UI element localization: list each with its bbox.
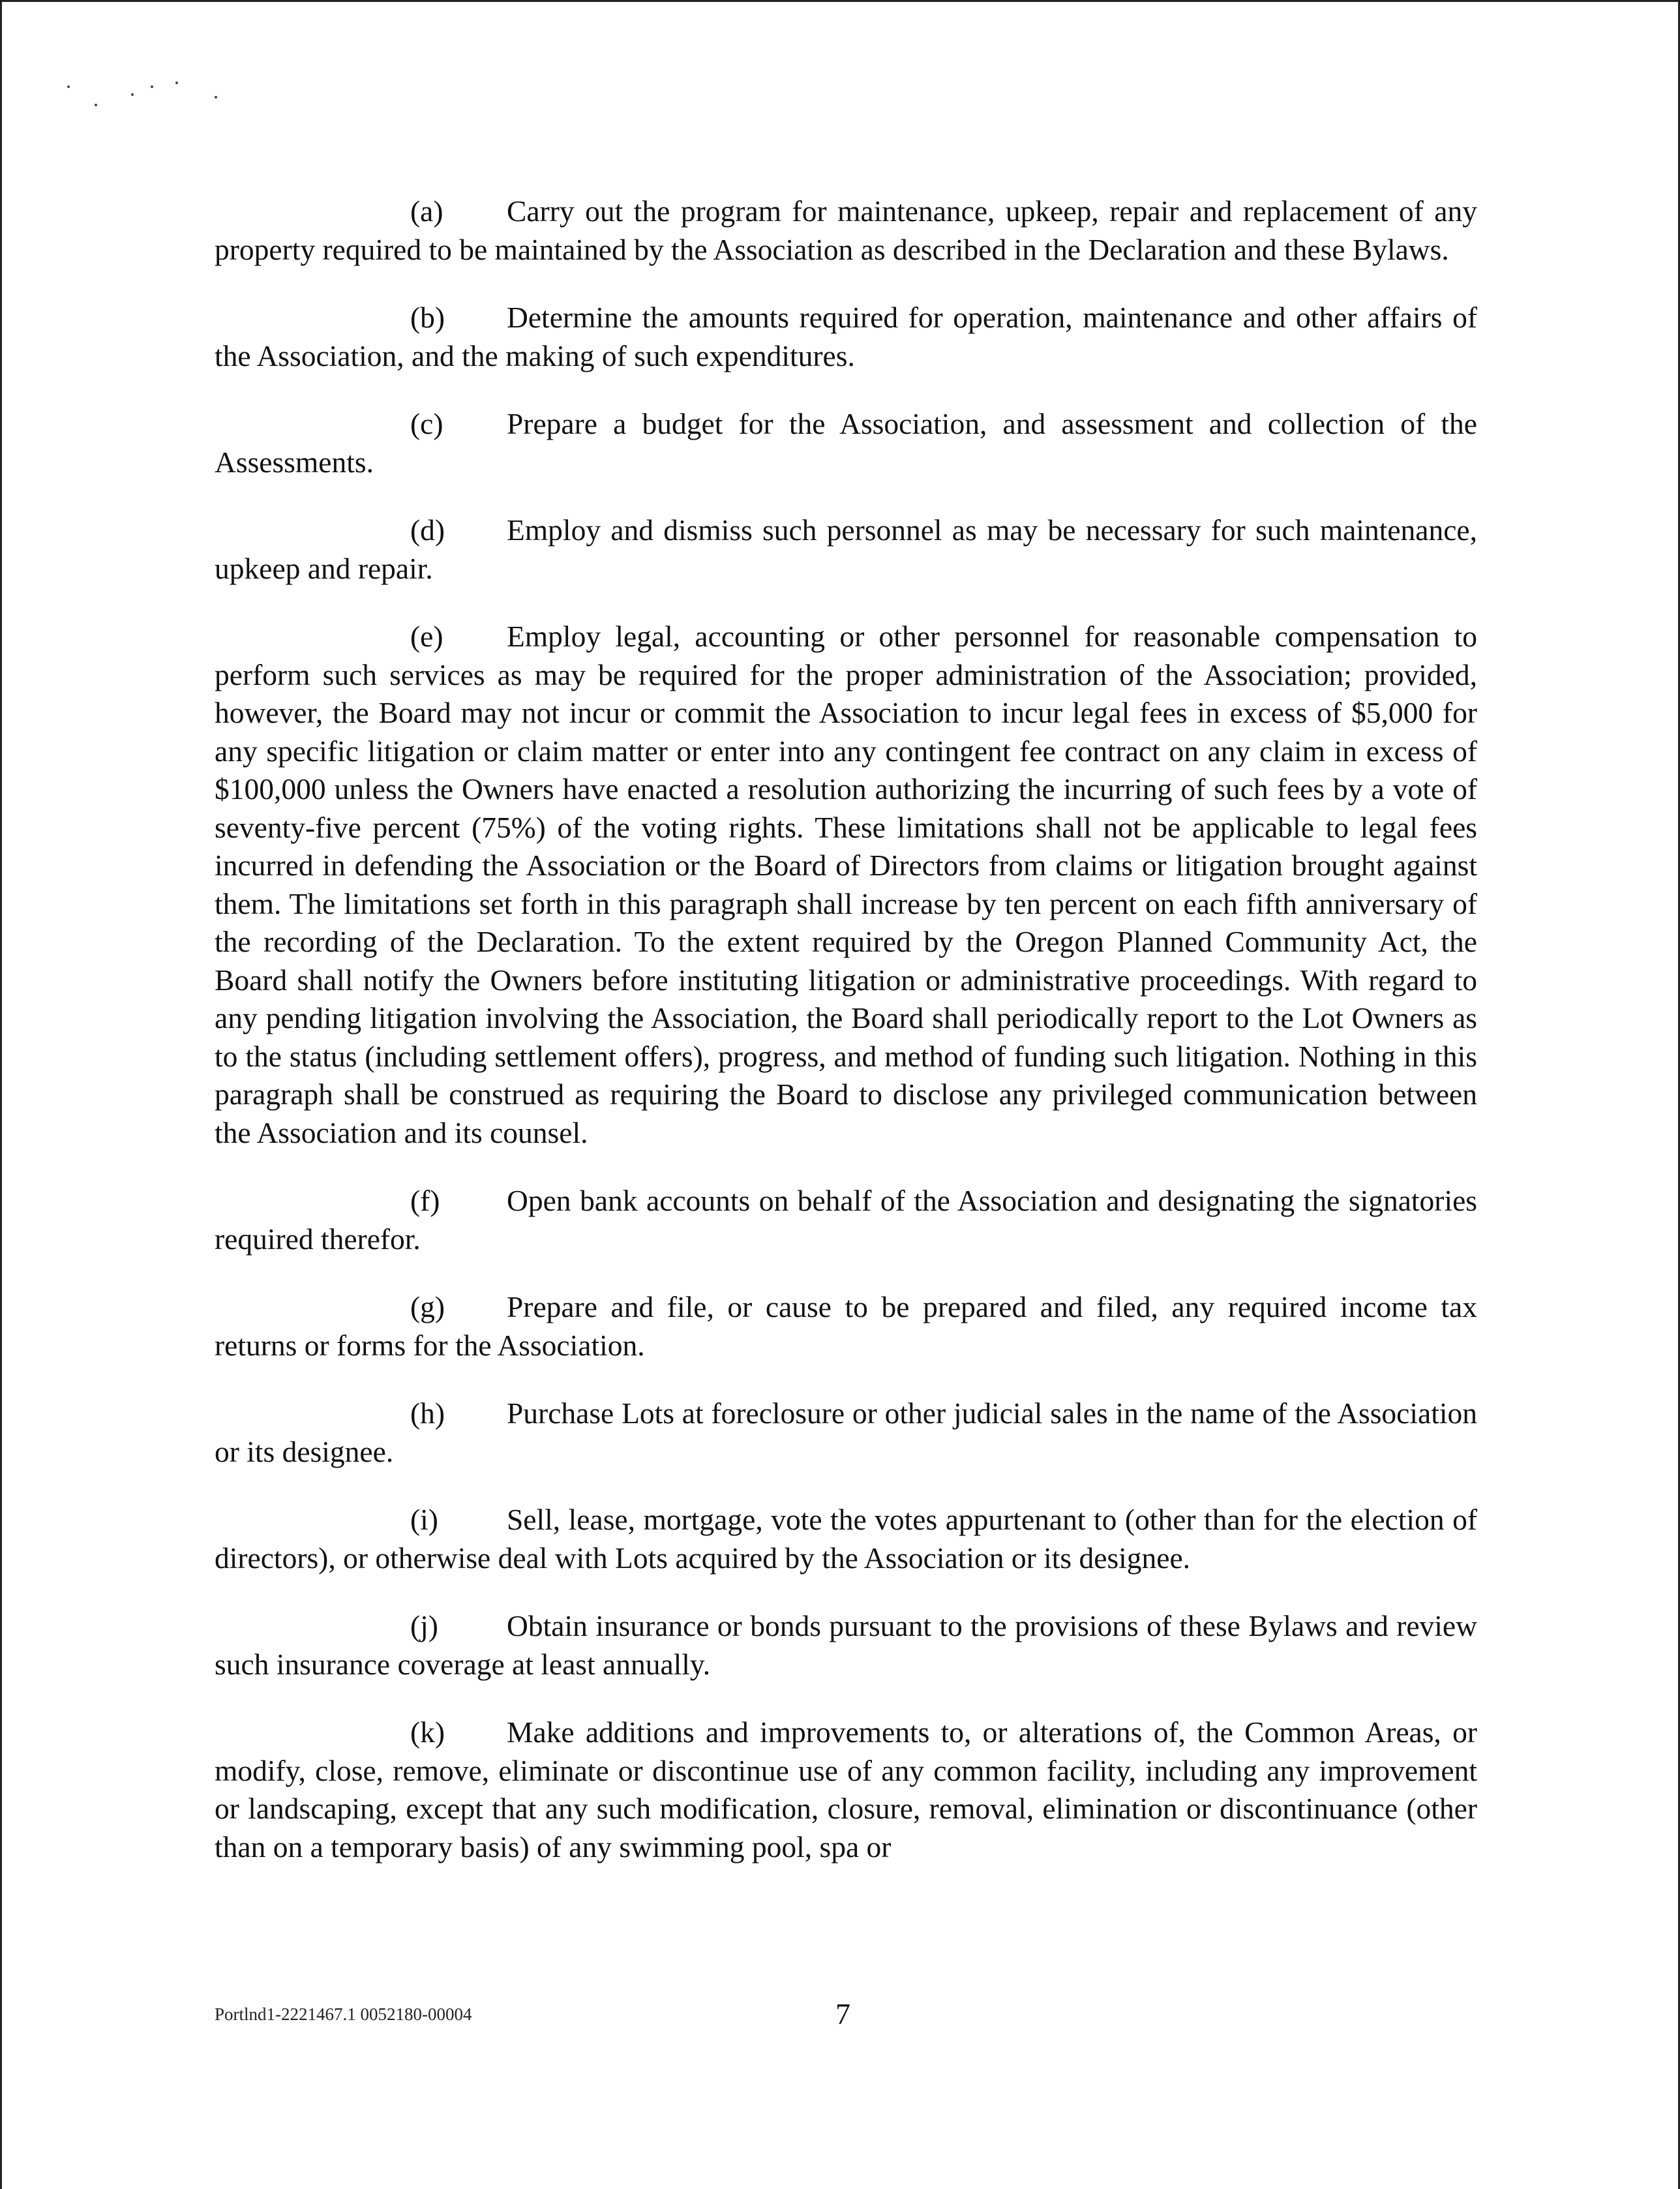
paragraph-text: Prepare and file, or cause to be prepared and filed, any required income tax returns or forms for the Association.: [215, 1290, 1477, 1362]
scan-speck: [131, 93, 134, 96]
scan-speck: [175, 82, 178, 84]
paragraph-j: [215, 1607, 1477, 1683]
paragraph-i: [215, 1501, 1477, 1577]
scan-speck: [95, 104, 97, 106]
scan-specks: [61, 79, 230, 118]
paragraph-label: (e): [410, 620, 443, 653]
paragraph-label: (a): [410, 194, 443, 228]
paragraph-f: [215, 1182, 1477, 1258]
paragraph-text: Obtain insurance or bonds pursuant to the provisions of these Bylaws and review such insurance coverage at least annually.: [215, 1609, 1477, 1681]
footer-document-id: Portlnd1-2221467.1 0052180-00004: [215, 2004, 472, 2024]
paragraph-b: [215, 299, 1477, 375]
paragraph-a: [215, 192, 1477, 269]
paragraph-label: (d): [410, 513, 445, 547]
paragraph-text: Determine the amounts required for operation, maintenance and other affairs of the Association, and the making of such expenditures.: [215, 301, 1477, 372]
document-body: [215, 192, 1477, 1896]
scan-speck: [215, 96, 217, 98]
paragraph-text: Make additions and improvements to, or alterations of, the Common Areas, or modify, close, remove, eliminate or discontinue use of any common facility, including any improvement or landscaping, except that any such modification, closure, removal, elimination or discontinuance (other than on a temporary basis) of any swimming pool, spa or: [215, 1715, 1477, 1864]
paragraph-label: (i): [410, 1503, 438, 1536]
paragraph-label: (g): [410, 1290, 445, 1323]
paragraph-text: Employ legal, accounting or other personnel for reasonable compensation to perform such services as may be required for the proper administration of the Association; provided, however, the Board may not incur or commit the Association to incur legal fees in excess of $5,000 for any specific litigation or claim matter or enter into any contingent fee contract on any claim in excess of $100,000 unless the Owners have enacted a resolution authorizing the incurring of such fees by a vote of seventy-five percent (75%) of the voting rights. These limitations shall not be applicable to legal fees incurred in defending the Association or the Board of Directors from claims or litigation brought against them. The limitations set forth in this paragraph shall increase by ten percent on each fifth anniversary of the recording of the Declaration. To the extent required by the Oregon Planned Community Act, the Board shall notify the Owners before instituting litigation or administrative proceedings. With regard to any pending litigation involving the Association, the Board shall periodically report to the Lot Owners as to the status (including settlement offers), progress, and method of funding such litigation. Nothing in this paragraph shall be construed as requiring the Board to disclose any privileged communication between the Association and its counsel.: [215, 620, 1477, 1149]
paragraph-text: Carry out the program for maintenance, upkeep, repair and replacement of any property required to be maintained by the Association as described in the Declaration and these Bylaws.: [215, 194, 1477, 266]
paragraph-k: [215, 1713, 1477, 1866]
scan-speck: [67, 85, 70, 88]
paragraph-text: Open bank accounts on behalf of the Association and designating the signatories required therefor.: [215, 1184, 1477, 1256]
paragraph-label: (c): [410, 407, 443, 440]
paragraph-g: [215, 1288, 1477, 1365]
paragraph-text: Prepare a budget for the Association, and assessment and collection of the Assessments.: [215, 407, 1477, 479]
paragraph-d: [215, 511, 1477, 588]
paragraph-text: Purchase Lots at foreclosure or other judicial sales in the name of the Association or its designee.: [215, 1396, 1477, 1468]
paragraph-c: [215, 405, 1477, 481]
paragraph-text: Sell, lease, mortgage, vote the votes appurtenant to (other than for the election of directors), or otherwise deal with Lots acquired by the Association or its designee.: [215, 1503, 1477, 1575]
footer-page-number: 7: [835, 1997, 850, 2030]
paragraph-label: (h): [410, 1396, 445, 1430]
paragraph-e: [215, 618, 1477, 1152]
paragraph-h: [215, 1395, 1477, 1471]
paragraph-text: Employ and dismiss such personnel as may be necessary for such maintenance, upkeep and repair.: [215, 513, 1477, 585]
paragraph-label: (b): [410, 301, 445, 334]
paragraph-label: (j): [410, 1609, 438, 1642]
paragraph-label: (k): [410, 1715, 445, 1749]
scan-speck: [151, 85, 153, 88]
paragraph-label: (f): [410, 1184, 440, 1217]
